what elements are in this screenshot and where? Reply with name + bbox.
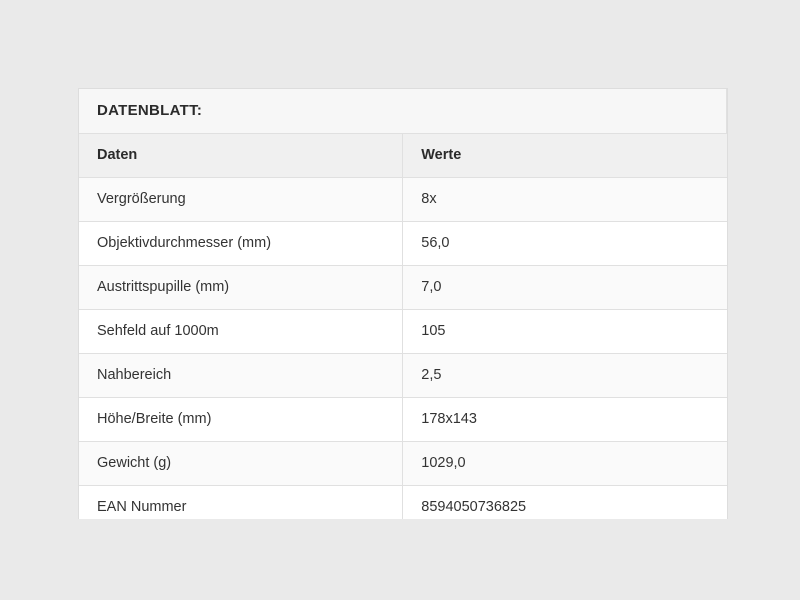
table-row bbox=[79, 310, 727, 354]
row-label: Vergrößerung bbox=[79, 178, 403, 222]
row-label: Objektivdurchmesser (mm) bbox=[79, 222, 403, 266]
column-header-werte: Werte bbox=[403, 134, 727, 178]
table-row bbox=[79, 354, 727, 398]
row-value: 2,5 bbox=[403, 354, 727, 398]
row-value: 178x143 bbox=[403, 398, 727, 442]
table-row bbox=[79, 266, 727, 310]
row-label: Austrittspupille (mm) bbox=[79, 266, 403, 310]
row-label: Nahbereich bbox=[79, 354, 403, 398]
datasheet-container bbox=[78, 88, 728, 519]
datasheet-title-row bbox=[79, 89, 727, 134]
row-label: Höhe/Breite (mm) bbox=[79, 398, 403, 442]
table-header-row bbox=[79, 134, 727, 178]
row-value: 1029,0 bbox=[403, 442, 727, 486]
table-row bbox=[79, 222, 727, 266]
row-label: Gewicht (g) bbox=[79, 442, 403, 486]
table-row bbox=[79, 486, 727, 520]
row-value: 56,0 bbox=[403, 222, 727, 266]
row-value: 7,0 bbox=[403, 266, 727, 310]
row-label: EAN Nummer bbox=[79, 486, 403, 520]
row-value: 8594050736825 bbox=[403, 486, 727, 520]
table-row bbox=[79, 178, 727, 222]
table-row bbox=[79, 442, 727, 486]
row-label: Sehfeld auf 1000m bbox=[79, 310, 403, 354]
datasheet-table bbox=[79, 89, 727, 519]
row-value: 8x bbox=[403, 178, 727, 222]
table-row bbox=[79, 398, 727, 442]
page-title: DATENBLATT: bbox=[79, 89, 727, 134]
column-header-daten: Daten bbox=[79, 134, 403, 178]
row-value: 105 bbox=[403, 310, 727, 354]
